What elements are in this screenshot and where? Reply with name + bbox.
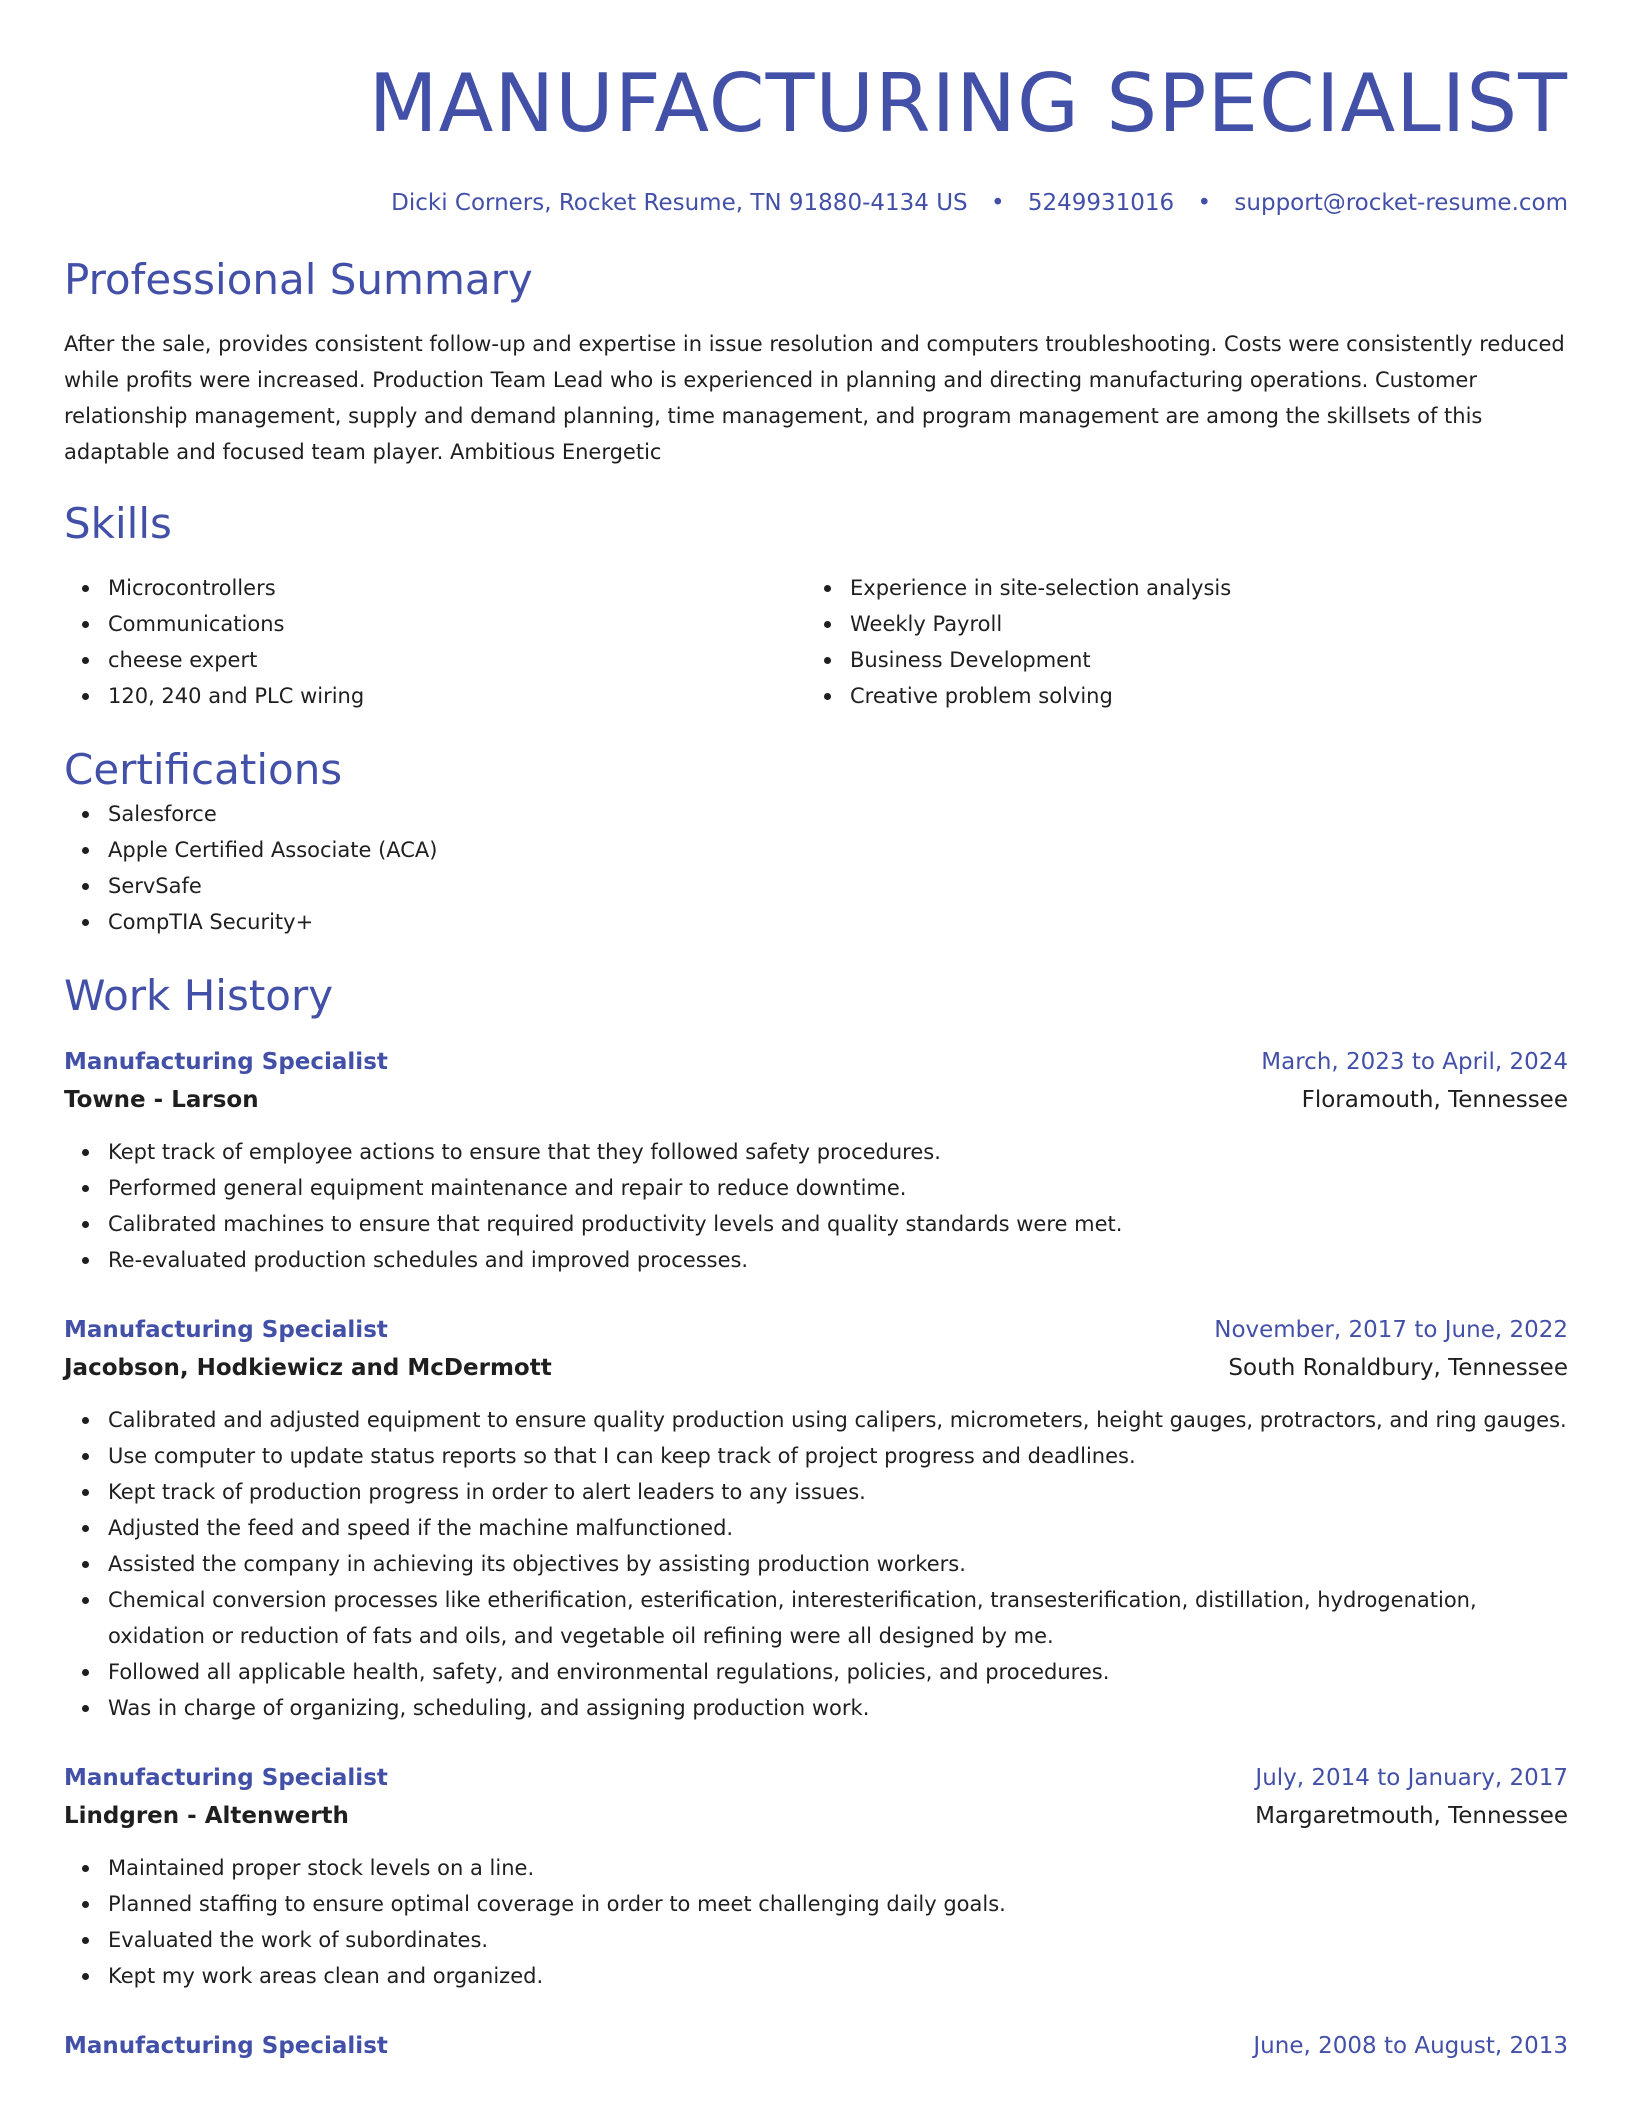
contact-line: [64, 190, 1568, 216]
skills-list-left: [64, 570, 806, 714]
certifications-list: [64, 796, 1568, 940]
certification-item: ServSafe: [108, 868, 1568, 904]
summary-heading: Professional Summary: [64, 255, 533, 304]
certification-item: CompTIA Security+: [108, 904, 1568, 940]
job-company: Jacobson, Hodkiewicz and McDermott: [64, 1355, 552, 1381]
skill-item: cheese expert: [108, 642, 806, 678]
job-dates: July, 2014 to January, 2017: [1255, 1765, 1568, 1791]
job-bullet: Chemical conversion processes like etherification, esterification, interesterification, transesterification, distillation, hydrogenation, oxidation or reduction of fats and oils, and vegetable oil refining were all designed by me.: [108, 1582, 1568, 1654]
job-title: Manufacturing Specialist: [64, 2033, 388, 2059]
job-header-row: [64, 2028, 1568, 2064]
skill-item: Weekly Payroll: [850, 606, 1568, 642]
job-bullets: [64, 1402, 1568, 1726]
job-location: Floramouth, Tennessee: [1301, 1087, 1568, 1113]
contact-address: Dicki Corners, Rocket Resume, TN 91880-4134 US: [391, 190, 968, 216]
job-company-row: [64, 1348, 1568, 1388]
skill-item: Communications: [108, 606, 806, 642]
contact-email[interactable]: support@rocket-resume.com: [1234, 190, 1568, 216]
job-company: Lindgren - Altenwerth: [64, 1803, 349, 1829]
job-bullet: Followed all applicable health, safety, and environmental regulations, policies, and procedures.: [108, 1654, 1568, 1690]
job-entry: [64, 1312, 1568, 1726]
job-bullet: Kept track of employee actions to ensure that they followed safety procedures.: [108, 1134, 1568, 1170]
job-bullet: Use computer to update status reports so that I can keep track of project progress and deadlines.: [108, 1438, 1568, 1474]
job-title: Manufacturing Specialist: [64, 1317, 388, 1343]
skill-item: Business Development: [850, 642, 1568, 678]
certification-item: Apple Certified Associate (ACA): [108, 832, 1568, 868]
skill-item: 120, 240 and PLC wiring: [108, 678, 806, 714]
job-company-row: [64, 1080, 1568, 1120]
job-bullet: Planned staffing to ensure optimal coverage in order to meet challenging daily goals.: [108, 1886, 1568, 1922]
skill-item: Creative problem solving: [850, 678, 1568, 714]
job-dates: June, 2008 to August, 2013: [1253, 2033, 1568, 2059]
certifications-heading: Certifications: [64, 745, 343, 794]
job-bullets: [64, 1134, 1568, 1278]
skills-heading: Skills: [64, 499, 172, 548]
skills-grid: [64, 570, 1568, 714]
job-bullet: Re-evaluated production schedules and improved processes.: [108, 1242, 1568, 1278]
job-title: Manufacturing Specialist: [64, 1765, 388, 1791]
job-header-row: [64, 1044, 1568, 1080]
job-company-row: [64, 1796, 1568, 1836]
job-title: Manufacturing Specialist: [64, 1049, 388, 1075]
contact-separator: •: [1197, 190, 1212, 216]
resume-name: MANUFACTURING SPECIALIST: [368, 57, 1568, 150]
job-bullet: Calibrated and adjusted equipment to ensure quality production using calipers, micrometers, height gauges, protractors, and ring gauges.: [108, 1402, 1568, 1438]
contact-phone: 5249931016: [1027, 190, 1175, 216]
job-bullets: [64, 1850, 1568, 1994]
job-bullet: Maintained proper stock levels on a line.: [108, 1850, 1568, 1886]
job-bullet: Assisted the company in achieving its objectives by assisting production workers.: [108, 1546, 1568, 1582]
job-bullet: Performed general equipment maintenance and repair to reduce downtime.: [108, 1170, 1568, 1206]
job-header-row: [64, 1312, 1568, 1348]
skill-item: Microcontrollers: [108, 570, 806, 606]
skill-item: Experience in site-selection analysis: [850, 570, 1568, 606]
certification-item: Salesforce: [108, 796, 1568, 832]
job-header-row: [64, 1760, 1568, 1796]
job-location: Margaretmouth, Tennessee: [1255, 1803, 1568, 1829]
job-entry: [64, 1044, 1568, 1278]
job-company: Towne - Larson: [64, 1087, 259, 1113]
summary-text: After the sale, provides consistent follow-up and expertise in issue resolution and computers troubleshooting. Costs were consistently reduced while profits were increased. Production Team Lead who is experienced in planning and directing manufacturing operations. Customer relationship management, supply and demand planning, time management, and program management are among the skillsets of this adaptable and focused team player. Ambitious Energetic: [64, 332, 1565, 464]
job-bullet: Adjusted the feed and speed if the machine malfunctioned.: [108, 1510, 1568, 1546]
job-location: South Ronaldbury, Tennessee: [1228, 1355, 1568, 1381]
job-bullet: Was in charge of organizing, scheduling, and assigning production work.: [108, 1690, 1568, 1726]
work-history-heading: Work History: [64, 971, 334, 1020]
job-dates: November, 2017 to June, 2022: [1214, 1317, 1568, 1343]
job-entry: [64, 1760, 1568, 1994]
job-bullet: Evaluated the work of subordinates.: [108, 1922, 1568, 1958]
job-entry: [64, 2028, 1568, 2064]
job-bullet: Kept track of production progress in order to alert leaders to any issues.: [108, 1474, 1568, 1510]
job-dates: March, 2023 to April, 2024: [1261, 1049, 1568, 1075]
contact-separator: •: [990, 190, 1005, 216]
job-bullet: Calibrated machines to ensure that required productivity levels and quality standards were met.: [108, 1206, 1568, 1242]
skills-list-right: [806, 570, 1568, 714]
job-bullet: Kept my work areas clean and organized.: [108, 1958, 1568, 1994]
